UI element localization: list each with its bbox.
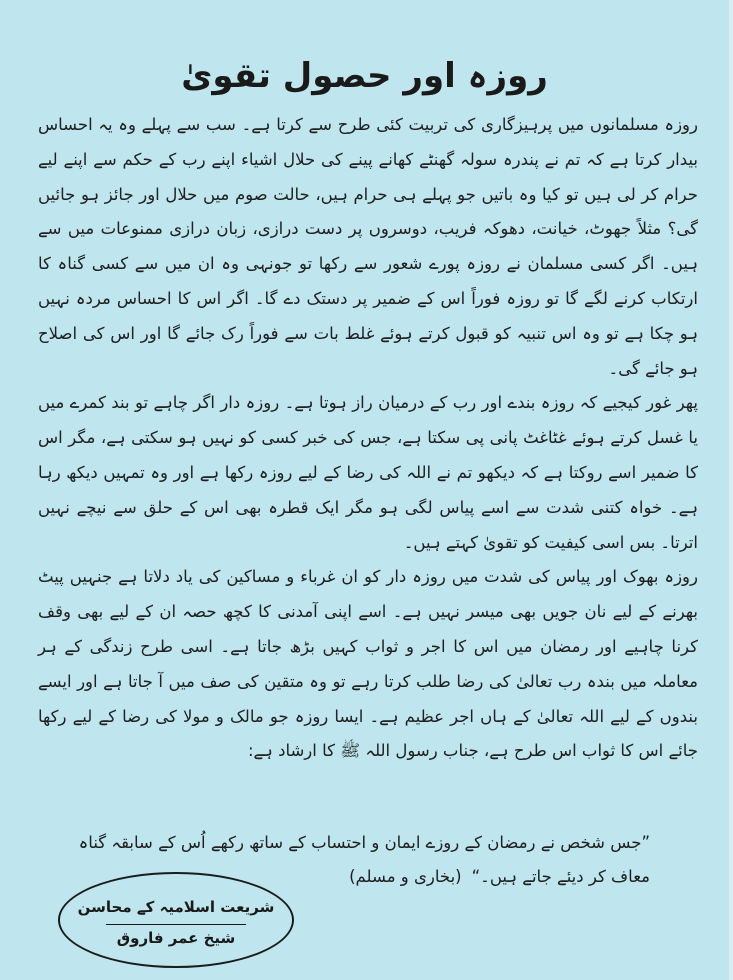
article-title: روزہ اور حصول تقویٰ (181, 55, 548, 96)
article-body (38, 108, 698, 769)
credit-author: شیخ عمر فاروق (116, 929, 236, 947)
credit-divider (106, 924, 246, 925)
source-credit-oval (58, 872, 294, 968)
paragraph-2: پھر غور کیجیے کہ روزہ بندے اور رب کے درمیان راز ہوتا ہے۔ روزہ دار اگر چاہے تو بند کمرے میں یا غسل کرتے ہوئے غٹاغٹ پانی پی سکتا ہے، جس کی خبر کسی کو نہیں ہو سکتی ہے، مگر اس کا ضمیر اسے روکتا ہے کہ دیکھو تم نے اللہ کی رضا کے لیے روزہ رکھا ہے اور وہ تمہیں دیکھ رہا ہے۔ خواہ کتنی شدت سے اسے پیاس لگی ہو مگر ایک قطرہ بھی اس کے حلق سے نیچے نہیں اترتا۔ بس اسی کیفیت کو تقویٰ کہتے ہیں۔ (38, 393, 698, 552)
quote-reference: (بخاری و مسلم) (349, 867, 462, 886)
paragraph-3: روزہ بھوک اور پیاس کی شدت میں روزہ دار کو ان غرباء و مساکین کی یاد دلاتا ہے جنہیں پیٹ بھرنے کے لیے نان جویں بھی میسر نہیں ہے۔ اسے اپنی آمدنی کا کچھ حصہ ان کے لیے بھی وقف کرنا چاہیے اور رمضان میں اس کا اجر و ثواب کہیں بڑھ جاتا ہے۔ اسی طرح زندگی کے ہر معاملہ میں بندہ رب تعالیٰ کی رضا طلب کرتا رہے تو وہ متقین کی صف میں آ جاتا ہے اور ایسے بندوں کے لیے اللہ تعالیٰ کے ہاں اجر عظیم ہے۔ ایسا روزہ جو مالک و مولا کی رضا کے لیے رکھا جائے اس کا ثواب اس طرح ہے، جناب رسول اللہ ﷺ کا ارشاد ہے: (38, 567, 698, 761)
credit-source: شریعت اسلامیہ کے محاسن (77, 898, 275, 916)
paragraph-1: روزہ مسلمانوں میں پرہیزگاری کی تربیت کئی طرح سے کرتا ہے۔ سب سے پہلے وہ یہ احساس بیدار کرتا ہے کہ تم نے پندرہ سولہ گھنٹے کھانے پینے کی حلال اشیاء اپنے رب کے حکم سے اپنے لیے حرام کر لی ہیں تو کیا وہ باتیں جو پہلے ہی حرام ہیں، حالت صوم میں حلال اور جائز ہو جائیں گی؟ مثلاً جھوٹ، خیانت، دھوکہ فریب، دوسروں پر دست درازی، زبان درازی ممنوعات میں سے ہیں۔ اگر کسی مسلمان نے روزہ پورے شعور سے رکھا تو جونہی وہ ان میں سے کسی گناہ کا ارتکاب کرنے لگے گا تو روزہ فوراً اس کے ضمیر پر دستک دے گا۔ اگر اس کا احساس مردہ نہیں ہو چکا ہے تو وہ اس تنبیہ کو قبول کرتے ہوئے غلط بات سے فوراً رک جائے گا اور اس کی اصلاح ہو جائے گی۔ (38, 115, 698, 378)
quote-line-2: معاف کر دیئے جاتے ہیں۔“ (471, 867, 650, 886)
quote-line-1: ”جس شخص نے رمضان کے روزے ایمان و احتساب کے ساتھ رکھے اُس کے سابقہ گناہ (78, 833, 650, 852)
